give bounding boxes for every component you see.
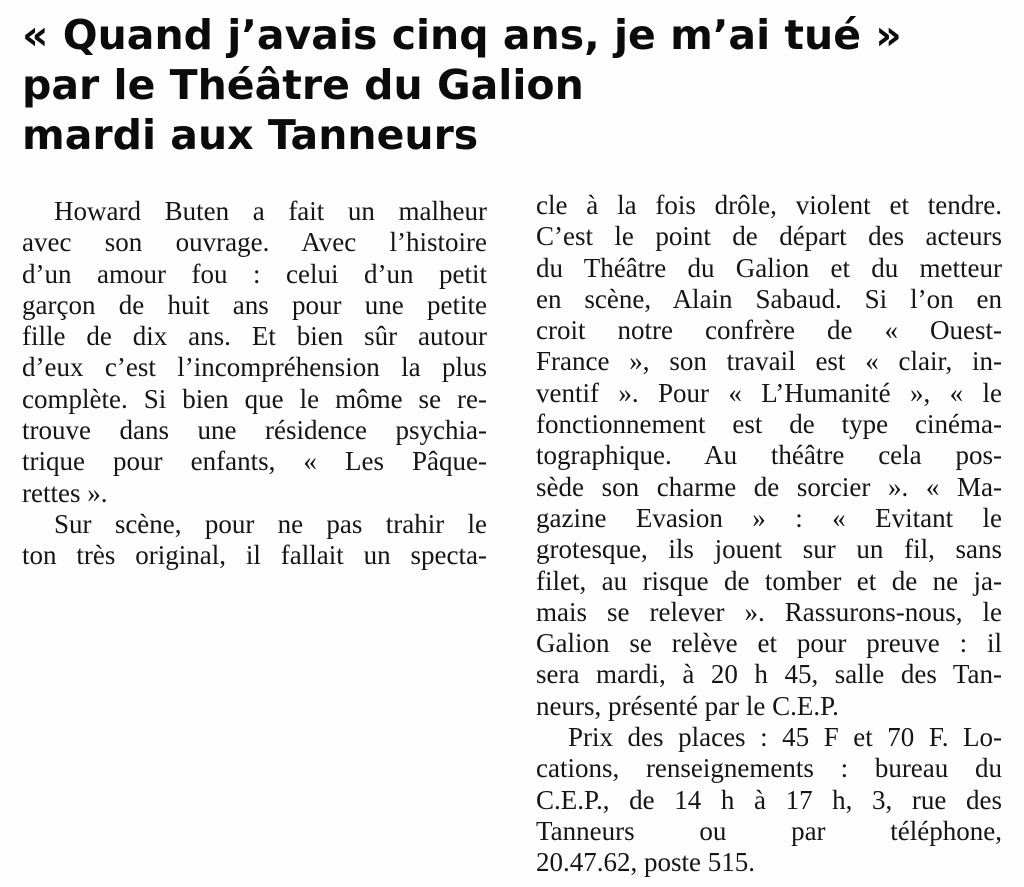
- text-line: Tanneurs ou par téléphone,: [536, 815, 1002, 846]
- text-line: grotesque, ils jouent sur un fil, sans: [536, 534, 1002, 565]
- headline-line: « Quand j’avais cinq ans, je m’ai tué »: [22, 11, 902, 59]
- text-line: garçon de huit ans pour une petite: [22, 289, 487, 320]
- text-line: trouve dans une résidence psychia-: [22, 415, 487, 446]
- article-column-left: [22, 196, 487, 572]
- text-line: croit notre confrère de « Ouest-: [536, 315, 1002, 346]
- text-line: cations, renseignements : bureau du: [536, 753, 1002, 784]
- headline-line: mardi aux Tanneurs: [22, 111, 479, 159]
- text-line: sède son charme de sorcier ». « Ma-: [536, 471, 1002, 502]
- text-line: Howard Buten a fait un malheur: [54, 196, 487, 226]
- text-line: fille de dix ans. Et bien sûr autour: [22, 321, 487, 352]
- text-line: gazine Evasion » : « Evitant le: [536, 502, 1002, 533]
- headline-line: par le Théâtre du Galion: [22, 61, 584, 109]
- text-line: fonctionnement est de type cinéma-: [536, 409, 1002, 440]
- article-headline: [22, 10, 1002, 160]
- text-line: 20.47.62, poste 515.: [536, 847, 755, 878]
- text-line: Prix des places : 45 F et 70 F. Lo-: [568, 722, 1002, 753]
- text-line: filet, au risque de tomber et de ne ja-: [536, 565, 1002, 596]
- text-line: rettes ».: [22, 477, 108, 508]
- text-line: d’un amour fou : celui d’un petit: [22, 258, 487, 289]
- text-line: sera mardi, à 20 h 45, salle des Tan-: [536, 659, 1002, 690]
- text-line: du Théâtre du Galion et du metteur: [536, 252, 1002, 283]
- text-line: d’eux c’est l’incompréhension la plus: [22, 352, 487, 383]
- text-line: ventif ». Pour « L’Humanité », « le: [536, 377, 1002, 408]
- text-line: Galion se relève et pour preuve : il: [536, 628, 1002, 659]
- text-line: France », son travail est « clair, in-: [536, 346, 1002, 377]
- text-line: C’est le point de départ des acteurs: [536, 221, 1002, 252]
- text-line: trique pour enfants, « Les Pâque-: [22, 446, 487, 477]
- text-line: neurs, présenté par le C.E.P.: [536, 690, 839, 721]
- text-line: en scène, Alain Sabaud. Si l’on en: [536, 283, 1002, 314]
- article-column-right: [536, 190, 1002, 879]
- text-line: ton très original, il fallait un specta-: [22, 540, 487, 571]
- text-line: cle à la fois drôle, violent et tendre.: [536, 190, 1002, 220]
- text-line: complète. Si bien que le môme se re-: [22, 383, 487, 414]
- text-line: Sur scène, pour ne pas trahir le: [54, 508, 487, 539]
- text-line: C.E.P., de 14 h à 17 h, 3, rue des: [536, 784, 1002, 815]
- text-line: tographique. Au théâtre cela pos-: [536, 440, 1002, 471]
- text-line: avec son ouvrage. Avec l’histoire: [22, 227, 487, 258]
- text-line: mais se relever ». Rassurons-nous, le: [536, 596, 1002, 627]
